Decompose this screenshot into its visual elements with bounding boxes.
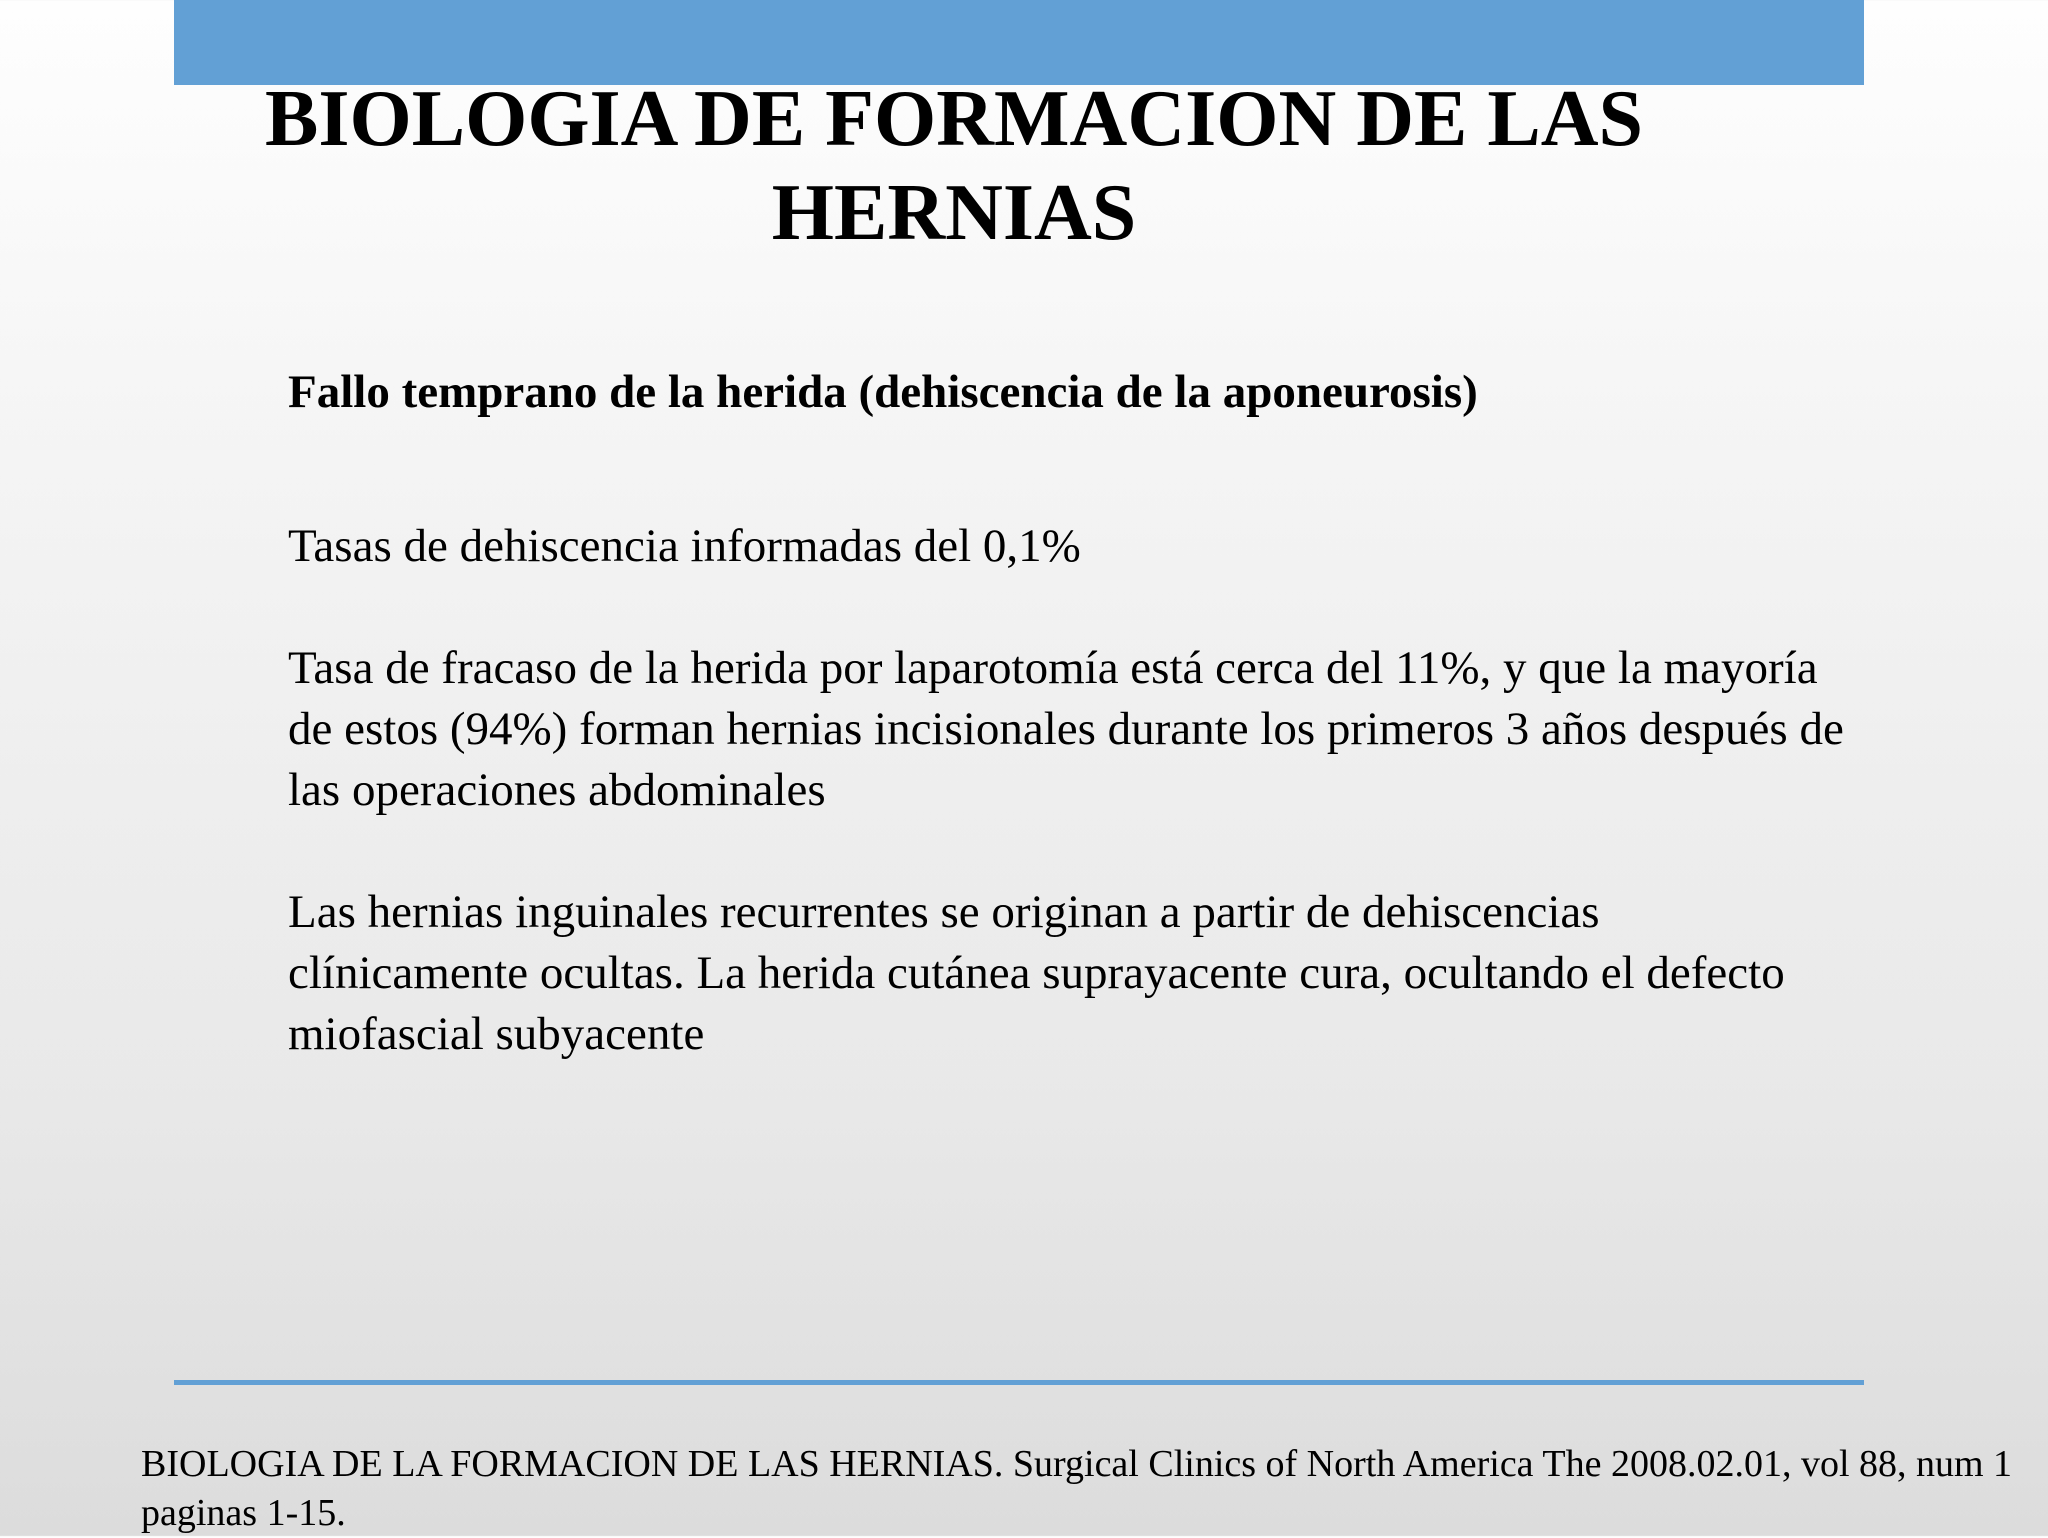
paragraph-inguinal-recurrence: Las hernias inguinales recurrentes se originan a partir de dehiscencias clínicamente ocultas. La herida cutánea suprayacente cura, ocultando el defecto miofascial subyacente bbox=[288, 886, 1785, 1060]
citation-text: BIOLOGIA DE LA FORMACION DE LAS HERNIAS. Surgical Clinics of North America The 2008.02.01, vol 88, num 1 paginas 1-15. bbox=[141, 1443, 2013, 1534]
slide-body bbox=[288, 362, 1848, 1065]
slide-subtitle: Fallo temprano de la herida (dehiscencia de la aponeurosis) bbox=[288, 366, 1478, 418]
paragraph-laparotomy-failure: Tasa de fracaso de la herida por laparotomía está cerca del 11%, y que la mayoría de estos (94%) forman hernias incisionales durante los primeros 3 años después de las operaciones abdominales bbox=[288, 642, 1844, 816]
footer-divider bbox=[174, 1380, 1864, 1385]
slide-title: BIOLOGIA DE FORMACION DE LAS HERNIAS bbox=[265, 75, 1643, 257]
paragraph-dehiscence-rate: Tasas de dehiscencia informadas del 0,1% bbox=[288, 520, 1081, 572]
